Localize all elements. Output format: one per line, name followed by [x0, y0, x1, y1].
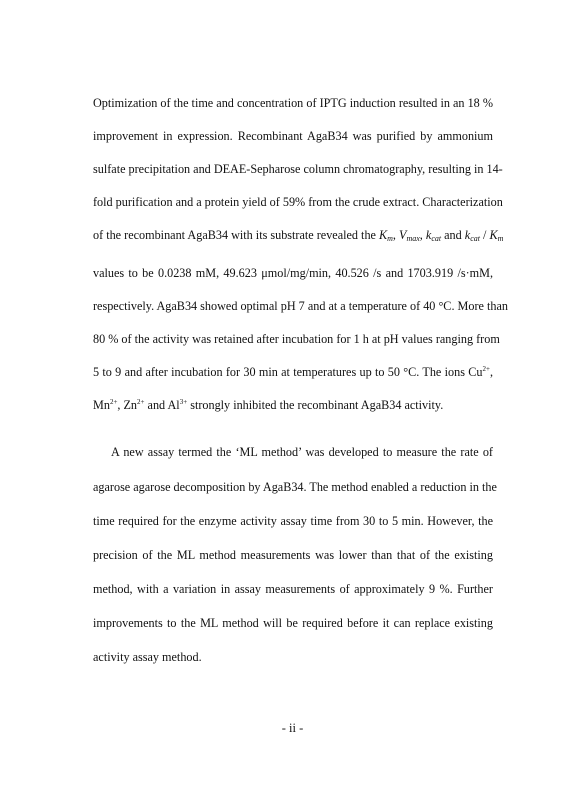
text-segment: , Zn — [117, 398, 138, 412]
text-line: Optimization of the time and concentration of IPTG induction resulted in an 18 % — [93, 96, 493, 110]
text-segment: Mn — [93, 398, 110, 412]
vmax-subscript: max — [406, 234, 420, 243]
km-subscript: m — [387, 234, 393, 243]
charge-superscript: 2+ — [137, 398, 145, 406]
text-line: fold purification and a protein yield of 59% from the crude extract. Characterization — [93, 195, 503, 209]
kcat-subscript: cat — [470, 234, 480, 243]
text-line: improvement in expression. Recombinant AgaB34 was purified by ammonium — [93, 129, 493, 143]
text-line: respectively. AgaB34 showed optimal pH 7 and at a temperature of 40 °C. More than — [93, 299, 508, 313]
page-number: - ii - — [281, 721, 304, 735]
text-segment: , — [489, 365, 493, 379]
text-line: time required for the enzyme activity assay time from 30 to 5 min. However, the — [93, 514, 493, 528]
text-segment: strongly inhibited the recombinant AgaB34 activity. — [187, 398, 444, 412]
text-line: A new assay termed the ‘ML method’ was developed to measure the rate of — [111, 445, 493, 459]
km-symbol: K — [379, 228, 388, 242]
text-line: sulfate precipitation and DEAE-Sepharose column chromatography, resulting in 14- — [93, 162, 503, 176]
charge-superscript: 2+ — [482, 365, 490, 373]
text-line: agarose agarose decomposition by AgaB34. The method enabled a reduction in the — [93, 480, 497, 494]
text-segment: , — [392, 228, 400, 242]
text-segment: , — [419, 228, 426, 242]
text-line: values to be 0.0238 mM, 49.623 μmol/mg/min, 40.526 /s and 1703.919 /s·mM, — [93, 266, 493, 280]
text-segment: and — [441, 228, 465, 242]
text-line: precision of the ML method measurements was lower than that of the existing — [93, 548, 493, 562]
text-segment: of the recombinant AgaB34 with its substrate revealed the — [93, 228, 379, 242]
kcat-subscript: cat — [431, 234, 442, 243]
text-segment: 5 to 9 and after incubation for 30 min at temperatures up to 50 °C. The ions Cu — [93, 365, 483, 379]
charge-superscript: 2+ — [109, 398, 118, 406]
text-segment: / — [480, 228, 490, 242]
text-line: improvements to the ML method will be required before it can replace existing — [93, 616, 493, 630]
text-line: 80 % of the activity was retained after incubation for 1 h at pH values ranging from — [93, 332, 500, 346]
km-symbol: K — [489, 228, 498, 242]
text-line-ions — [93, 398, 493, 412]
text-line: method, with a variation in assay measurements of approximately 9 %. Further — [93, 582, 493, 596]
kcat-symbol: k — [464, 228, 471, 242]
text-segment: and Al — [144, 398, 180, 412]
km-subscript: m — [497, 234, 504, 243]
text-line: activity assay method. — [93, 650, 202, 664]
kcat-symbol: k — [425, 228, 432, 242]
text-line-kinetic-parameters — [93, 228, 504, 243]
vmax-symbol: V — [399, 228, 407, 242]
text-line-ions — [93, 365, 493, 379]
charge-superscript: 3+ — [179, 398, 188, 406]
